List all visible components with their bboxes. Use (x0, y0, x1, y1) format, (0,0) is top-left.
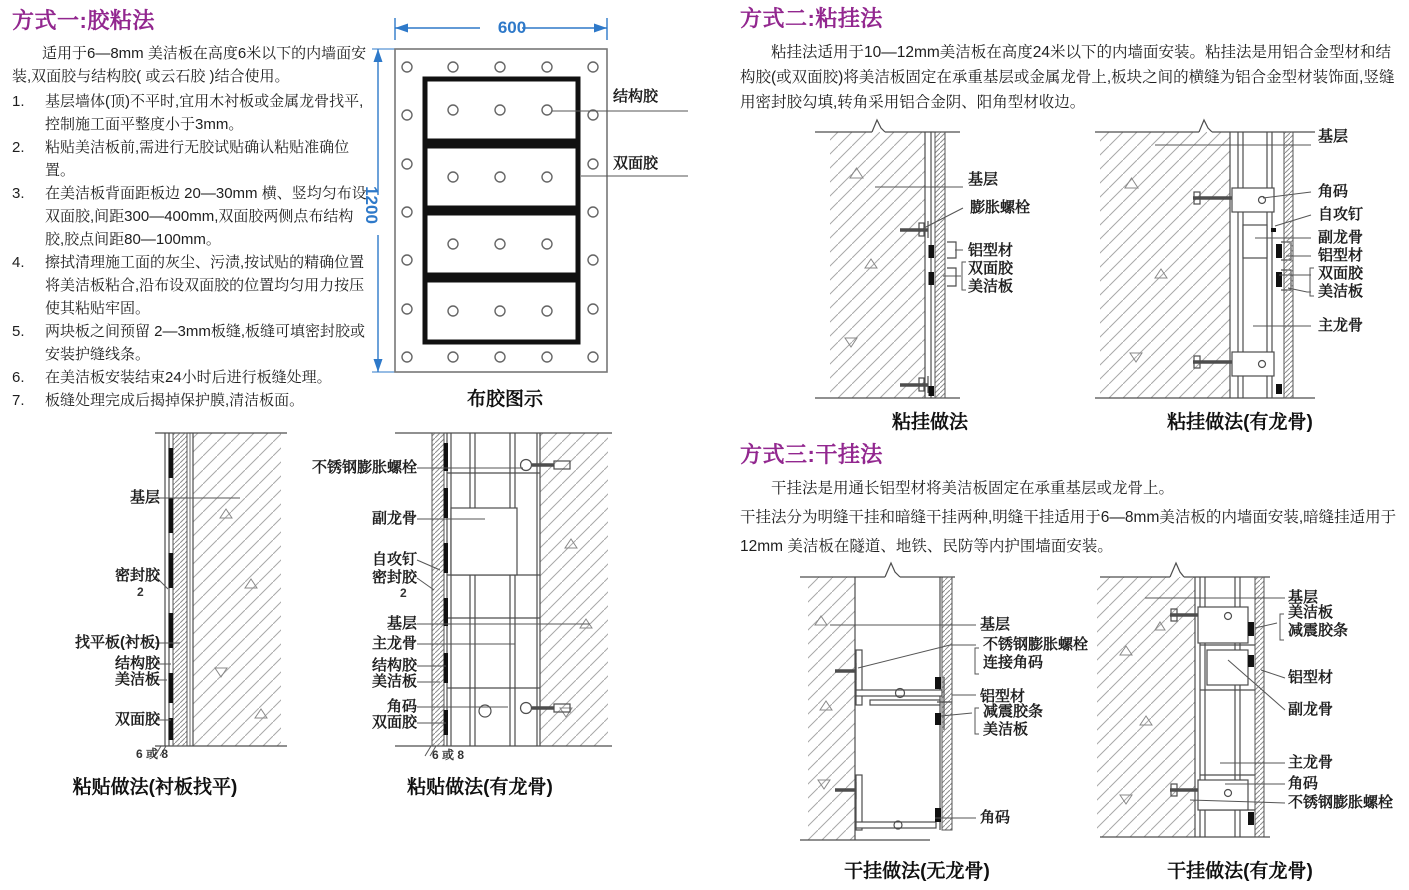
label-base-layer: 基层 (1288, 589, 1319, 606)
label-aluminum-profile: 铝型材 (1318, 247, 1364, 264)
label-panel: 美洁板 (983, 721, 1029, 738)
paste-lining-caption: 粘贴做法(衬板找平) (72, 777, 238, 798)
label-tape: 双面胶 (114, 711, 160, 728)
paste-hang-diagram (810, 118, 1090, 433)
dry-hang-keel-diagram (1095, 550, 1405, 882)
step-7: 7. 板缝处理完成后揭掉保护膜,清洁板面。 (12, 392, 305, 409)
label-ss-expansion-bolt: 不锈钢膨胀螺栓 (311, 459, 417, 476)
panel-thickness-note: 6 或 8 (432, 748, 465, 762)
label-main-keel: 主龙骨 (1288, 754, 1334, 771)
tape-label: 双面胶 (613, 155, 659, 172)
label-self-tapping-screw: 自攻钉 (371, 551, 417, 568)
label-tape: 双面胶 (371, 714, 417, 731)
label-angle-code: 角码 (980, 809, 1011, 826)
step-2: 2. 粘贴美洁板前,需进行无胶试贴确认粘贴准确位置。 (12, 139, 350, 179)
label-connecting-angle: 连接角码 (983, 654, 1044, 671)
paste-keel-caption: 粘贴做法(有龙骨) (407, 777, 553, 798)
dry-hang-caption: 干挂做法(无龙骨) (844, 861, 990, 882)
method1-section (12, 4, 372, 412)
label-panel: 美洁板 (114, 671, 160, 688)
method3-paragraph2: 干挂法分为明缝干挂和暗缝干挂两种,明缝干挂适用于6—8mm美洁板的内墙面安装,暗缝挂适用于12mm 美洁板在隧道、地铁、民防等内护围墙面安装。 (740, 509, 1397, 555)
dry-hang-keel-caption: 干挂做法(有龙骨) (1167, 861, 1313, 882)
step-3: 3. 在美洁板背面距板边 20—30mm 横、竖均匀布设双面胶,间距300—400mm,双面胶两侧点布结构胶,胶点间距80—100mm。 (12, 185, 367, 248)
label-main-keel: 主龙骨 (1318, 317, 1364, 334)
method1-steps (12, 90, 372, 412)
method2-heading: 方式二:粘挂法 (740, 6, 883, 31)
label-sealant: 密封胶 (114, 567, 160, 584)
label-sub-keel: 副龙骨 (1318, 229, 1364, 246)
label-main-keel: 主龙骨 (371, 635, 417, 652)
method1-heading: 方式一:胶粘法 (12, 8, 155, 33)
paste-hang-keel-caption: 粘挂做法(有龙骨) (1167, 412, 1313, 433)
label-base-layer: 基层 (1318, 128, 1349, 145)
width-dimension: 600 (497, 18, 527, 37)
glue-layout-svg (370, 10, 700, 382)
step-1: 1. 基层墙体(顶)不平时,宜用木衬板或金属龙骨找平,控制施工面平整度小于3mm。 (12, 93, 364, 133)
method1-intro: 适用于6—8mm 美洁板在高度6米以下的内墙面安装,双面胶与结构胶( 或云石胶 )结合使用。 (12, 45, 367, 85)
label-aluminum-profile: 铝型材 (1288, 669, 1334, 686)
dry-hang-diagram (790, 550, 1090, 882)
label-expansion-bolt: 膨胀螺栓 (970, 199, 1031, 216)
paste-hang-svg (810, 118, 1090, 408)
label-tape: 双面胶 (1318, 265, 1364, 282)
method3-heading: 方式三:干挂法 (740, 442, 883, 467)
height-dimension: 1200 (362, 186, 381, 224)
label-base-layer: 基层 (980, 616, 1011, 633)
label-panel: 美洁板 (1288, 604, 1334, 621)
method2-paragraph: 粘挂法适用于10—12mm美洁板在高度24米以下的内墙面安装。粘挂法是用铝合金型材和结构胶(或双面胶)将美洁板固定在承重基层或金属龙骨上,板块之间的横缝为铝合金型材装饰面,竖缝用密封胶勾填,转角采用铝合金阴、阳角型材收边。 (740, 44, 1395, 111)
label-angle-code: 角码 (1318, 183, 1349, 200)
label-panel: 美洁板 (1318, 283, 1364, 300)
label-aluminum-profile: 铝型材 (980, 688, 1026, 705)
label-base-layer: 基层 (968, 171, 999, 188)
label-sub-keel: 副龙骨 (1288, 701, 1334, 718)
label-structural-glue: 结构胶 (371, 657, 417, 674)
label-angle-code: 角码 (386, 698, 417, 715)
label-sub-keel: 副龙骨 (371, 510, 417, 527)
label-structural-glue: 结构胶 (114, 655, 160, 672)
paste-hang-keel-diagram (1095, 118, 1405, 433)
paste-keel-diagram (310, 428, 655, 798)
label-sealant: 密封胶 (371, 569, 417, 586)
method3-section (740, 438, 1402, 561)
label-angle-code: 角码 (1288, 775, 1319, 792)
sealant-thickness-note: 2 (137, 585, 144, 599)
label-aluminum-profile: 铝型材 (968, 242, 1014, 259)
label-base-layer: 基层 (386, 615, 417, 632)
label-panel: 美洁板 (968, 278, 1014, 295)
paste-hang-caption: 粘挂做法 (891, 412, 969, 433)
step-4: 4. 擦拭清理施工面的灰尘、污渍,按试贴的精确位置将美洁板粘合,沿布设双面胶的位置均匀用力按压使其粘贴牢固。 (12, 254, 365, 317)
label-self-tapping-screw: 自攻钉 (1318, 206, 1364, 223)
glue-layout-diagram (362, 10, 700, 410)
step-5: 5. 两块板之间预留 2—3mm板缝,板缝可填密封胶或安装护缝线条。 (12, 323, 366, 363)
method2-section (740, 2, 1402, 115)
panel-thickness-note: 6 或 8 (136, 747, 169, 761)
label-panel: 美洁板 (371, 673, 417, 690)
label-damping-strip: 减震胶条 (1288, 622, 1349, 639)
sealant-thickness-note: 2 (400, 586, 407, 600)
label-tape: 双面胶 (968, 260, 1014, 277)
method3-paragraph1: 干挂法是用通长铝型材将美洁板固定在承重基层或龙骨上。 (771, 480, 1175, 497)
label-leveling-board: 找平板(衬板) (75, 634, 160, 651)
step-6: 6. 在美洁板安装结束24小时后进行板缝处理。 (12, 369, 332, 386)
label-ss-expansion-bolt: 不锈钢膨胀螺栓 (983, 636, 1089, 653)
label-base-layer: 基层 (129, 489, 160, 506)
label-damping-strip: 减震胶条 (983, 703, 1044, 720)
glue-diagram-caption: 布胶图示 (466, 389, 544, 410)
paste-lining-diagram (35, 428, 305, 798)
dry-hang-svg (790, 550, 1090, 855)
structural-glue-label: 结构胶 (613, 88, 659, 105)
label-ss-expansion-bolt: 不锈钢膨胀螺栓 (1288, 794, 1394, 811)
